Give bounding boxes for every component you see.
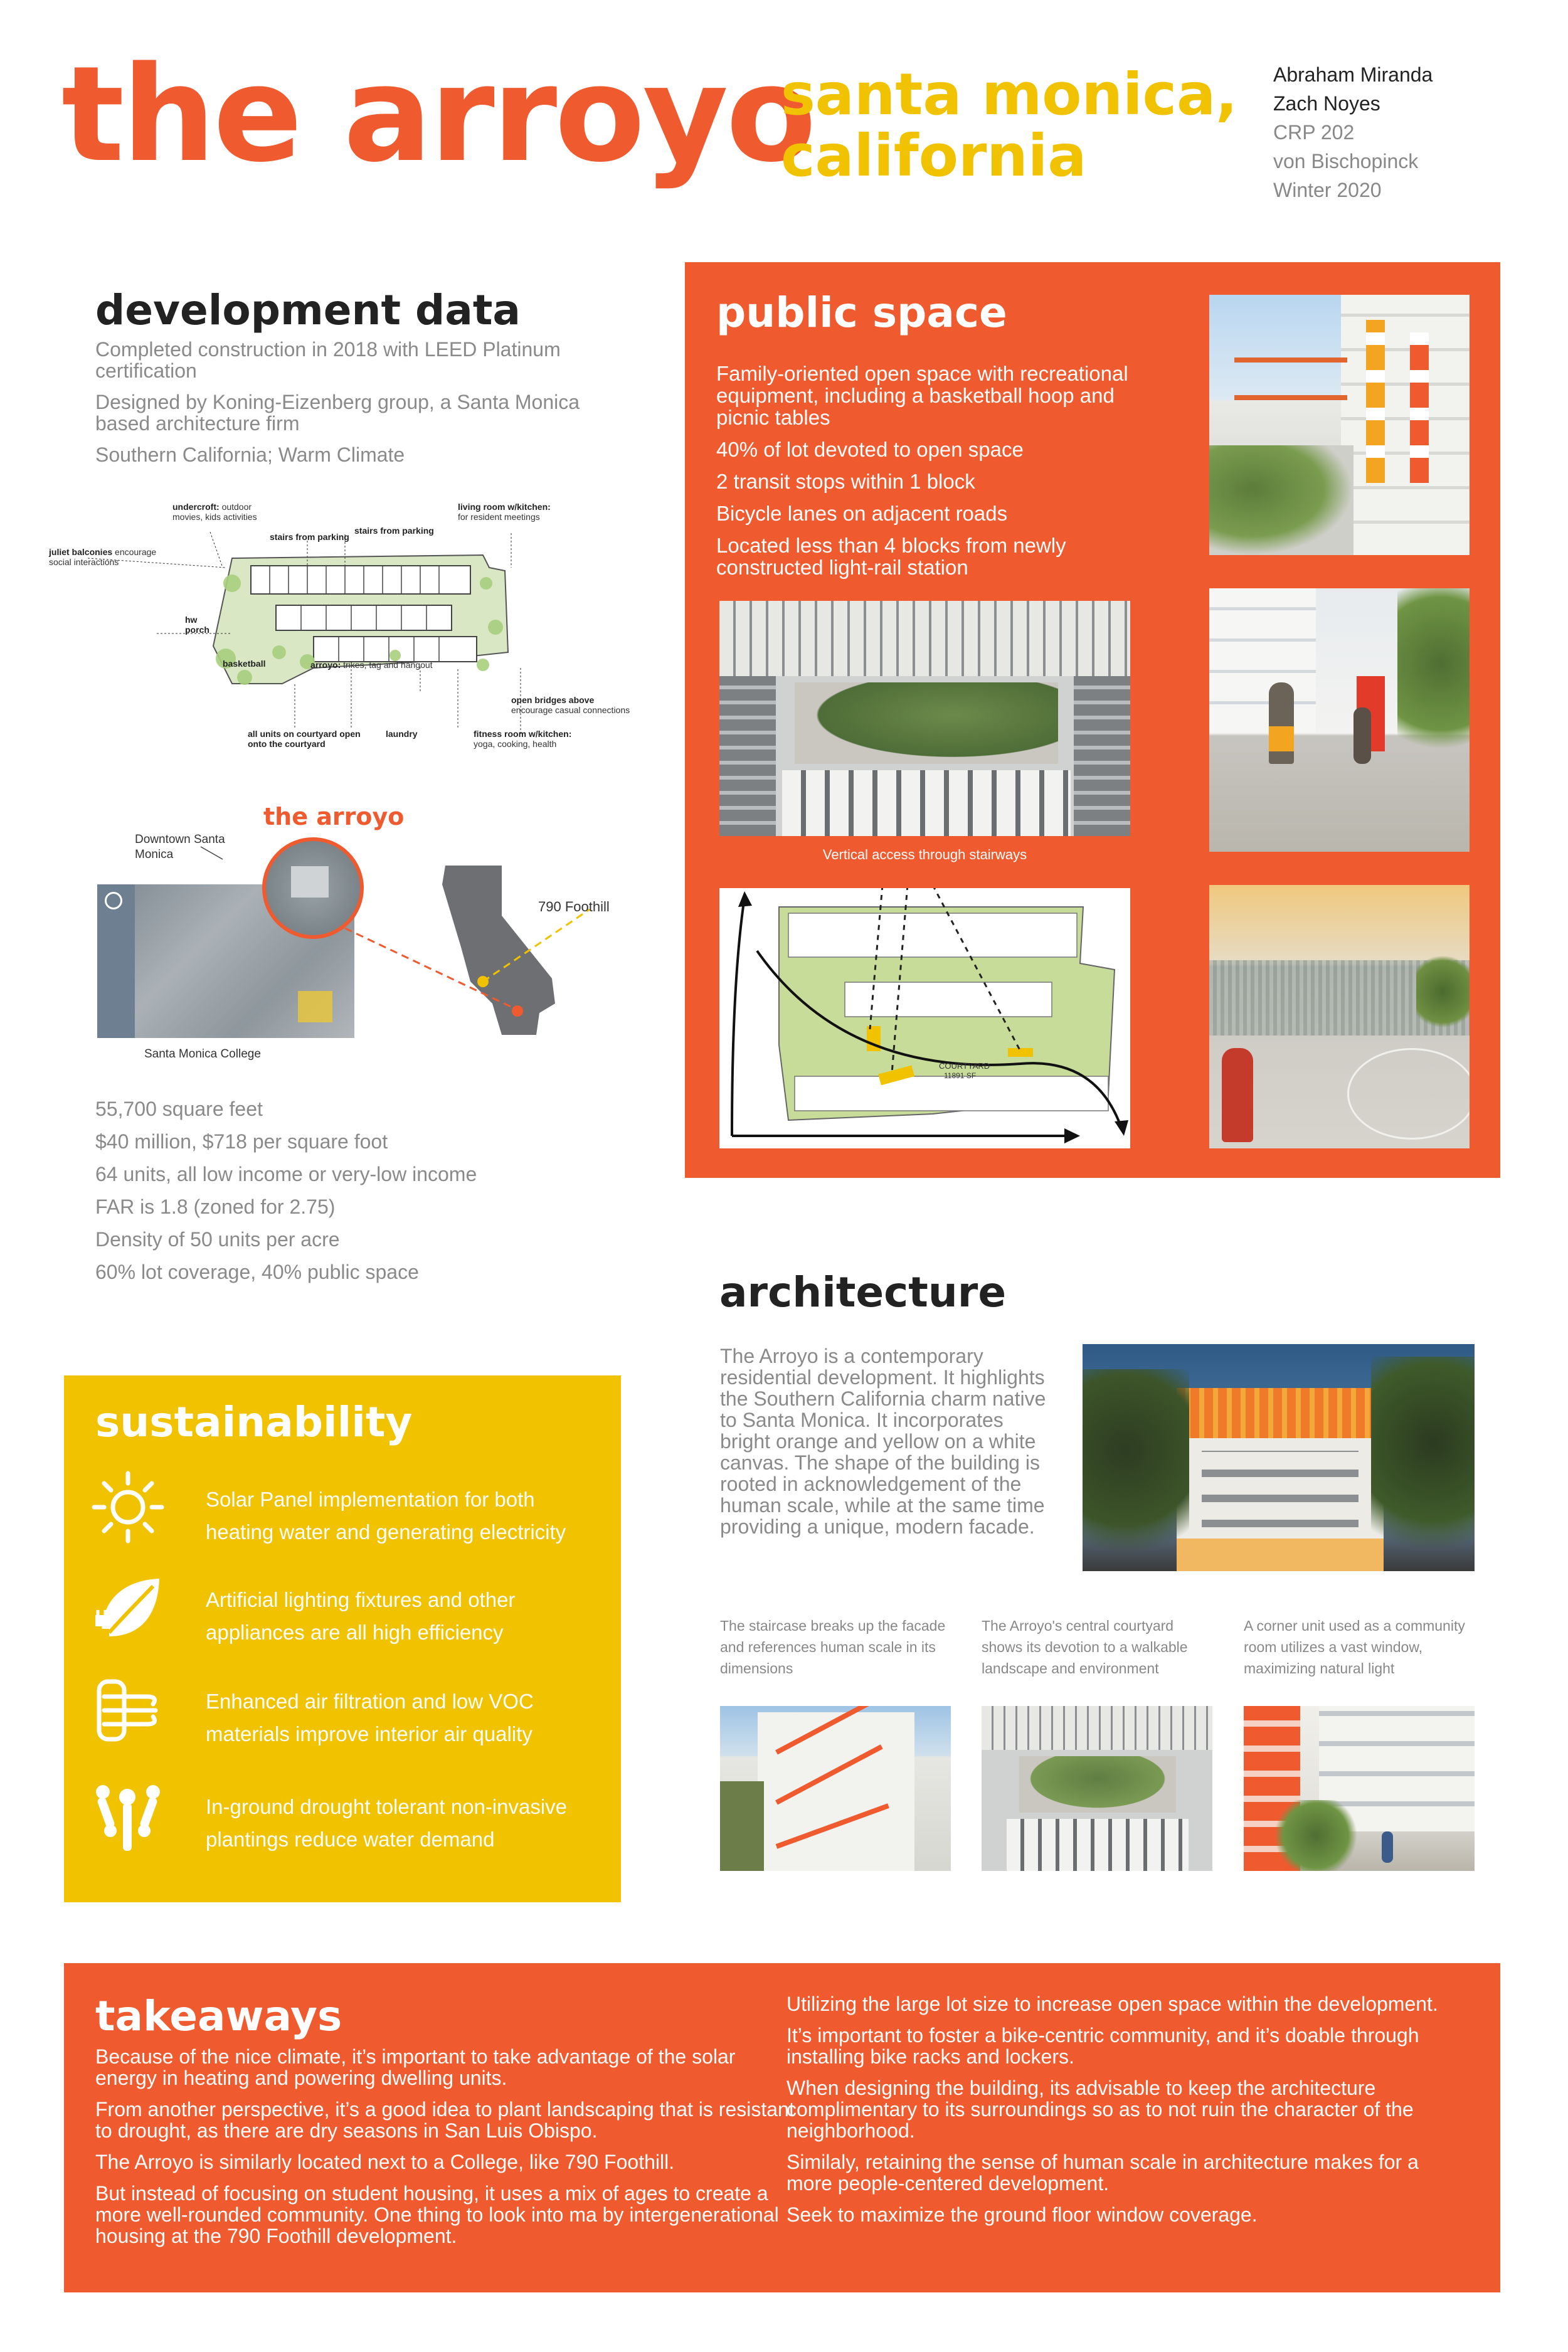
takeaway-left-2: From another perspective, it’s a good idea to plant landscaping that is resistant to drought, as there are dry seasons in San Luis Obispo.	[95, 2098, 795, 2142]
instructor: von Bischopinck	[1273, 150, 1419, 172]
leaf-plug-icon	[90, 1571, 166, 1646]
takeaway-left-3: The Arroyo is similarly located next to a College, like 790 Foothill.	[95, 2151, 675, 2173]
label-fitness: fitness room w/kitchen: yoga, cooking, health	[474, 729, 572, 749]
label-living-room: living room w/kitchen: for resident meetings	[458, 502, 551, 522]
takeaway-right-1: Utilizing the large lot size to increase open space within the development.	[787, 1993, 1438, 2015]
access-diagram	[719, 888, 1130, 1148]
access-diagram-drawing	[719, 888, 1130, 1148]
takeaway-right-3: When designing the building, its advisable to keep the architecture complimentary to its surroundings so as to not ruin the character of the neighborhood.	[787, 2077, 1414, 2142]
location-map	[94, 803, 633, 1079]
course-code: CRP 202	[1273, 121, 1355, 144]
stairs-courtyard-photo	[1209, 295, 1470, 555]
development-intro	[95, 339, 610, 465]
poster-subtitle	[781, 61, 1238, 189]
courtyard-photo-small	[982, 1706, 1212, 1871]
architecture-heading: architecture	[719, 1268, 1007, 1316]
arch-caption-1: The staircase breaks up the facade and references human scale in its dimensions	[720, 1618, 946, 1677]
intro-line-2: Designed by Koning-Eizenberg group, a Santa Monica based architecture firm	[95, 391, 580, 435]
label-laundry: laundry	[386, 729, 418, 739]
courtyard-label: COURTYARD	[939, 1061, 990, 1071]
label-stairs-2: stairs from parking	[354, 526, 434, 536]
arch-caption-3: A corner unit used as a community room utilizes a vast window, maximizing natural light	[1244, 1618, 1465, 1677]
subtitle-line-1: santa monica,	[781, 61, 1238, 128]
courtyard-area: 11891 SF	[944, 1071, 977, 1080]
map-label-foothill: 790 Foothill	[538, 899, 610, 914]
stat-cost: $40 million, $718 per square foot	[95, 1130, 388, 1153]
building-facade-photo	[1083, 1344, 1475, 1571]
courtyard-aerial-photo	[719, 601, 1130, 836]
authors-block	[1273, 60, 1433, 204]
sust-item-3: Enhanced air filtration and low VOC materials improve interior air quality	[206, 1690, 534, 1745]
takeaways-left	[95, 2046, 798, 2247]
families-walking-photo	[1209, 588, 1470, 852]
takeaway-right-2: It’s important to foster a bike-centric community, and it’s doable through installing bike racks and lockers.	[787, 2024, 1419, 2068]
author-2: Zach Noyes	[1273, 92, 1380, 115]
poster-title: the arroyo	[61, 38, 814, 191]
development-heading: development data	[95, 286, 521, 334]
stat-far: FAR is 1.8 (zoned for 2.75)	[95, 1195, 336, 1218]
sustainability-panel	[64, 1375, 621, 1902]
label-basketball: basketball	[223, 659, 266, 669]
takeaway-right-4: Similaly, retaining the sense of human scale in architecture makes for a more people-centered development.	[787, 2151, 1419, 2195]
public-item-4: Bicycle lanes on adjacent roads	[716, 502, 1008, 525]
development-stats	[95, 1093, 610, 1288]
public-space-list	[716, 363, 1155, 578]
stat-density: Density of 50 units per acre	[95, 1228, 340, 1251]
intro-line-3: Southern California; Warm Climate	[95, 443, 405, 466]
architecture-body: The Arroyo is a contemporary residential development. It highlights the Southern California charm native to Santa Monica. It incorporates bright orange and yellow on a white canvas. The shape of the building is rooted in acknowledgement of the human scale, while at the same time providing a unique, modern facade.	[720, 1345, 1046, 1538]
stairway-caption: Vertical access through stairways	[822, 847, 1027, 862]
takeaway-left-4: But instead of focusing on student housing, it uses a mix of ages to create a more well-rounded community. One thing to look into ma by intergenerational housing at the 790 Foothill development.	[95, 2182, 779, 2247]
intro-line-1: Completed construction in 2018 with LEED Platinum certification	[95, 338, 561, 382]
sust-item-1: Solar Panel implementation for both heating water and generating electricity	[206, 1488, 566, 1544]
label-juliet: juliet balconies encourage social interactions	[49, 547, 157, 567]
label-undercroft: undercroft: outdoor movies, kids activities	[172, 502, 257, 522]
label-porch: hw porch	[185, 615, 209, 635]
sun-icon	[90, 1470, 166, 1545]
subtitle-line-2: california	[781, 122, 1087, 189]
staircase-photo	[720, 1706, 951, 1871]
site-plan-diagram	[44, 495, 709, 790]
takeaway-left-1: Because of the nice climate, it’s important to take advantage of the solar energy in heating and powering dwelling units.	[95, 2045, 736, 2089]
stat-units: 64 units, all low income or very-low income	[95, 1163, 477, 1185]
map-label-college: Santa Monica College	[144, 1047, 261, 1061]
basketball-court-photo	[1209, 885, 1470, 1148]
label-bridges: open bridges above encourage casual connections	[511, 695, 630, 715]
term: Winter 2020	[1273, 179, 1382, 201]
sustainability-heading: sustainability	[95, 1398, 413, 1446]
takeaways-panel	[64, 1963, 1500, 2292]
public-item-5: Located less than 4 blocks from newly constructed light-rail station	[716, 534, 1066, 579]
public-item-2: 40% of lot devoted to open space	[716, 438, 1024, 461]
map-label-downtown: Downtown Santa Monica	[135, 833, 225, 861]
public-item-3: 2 transit stops within 1 block	[716, 470, 975, 493]
stat-area: 55,700 square feet	[95, 1098, 263, 1120]
author-1: Abraham Miranda	[1273, 63, 1433, 86]
site-plan-drawing	[44, 495, 709, 790]
sust-item-2: Artificial lighting fixtures and other appliances are all high efficiency	[206, 1588, 516, 1644]
takeaways-right	[787, 1993, 1458, 2225]
stat-coverage: 60% lot coverage, 40% public space	[95, 1261, 419, 1283]
public-space-panel	[685, 262, 1500, 1178]
label-stairs-1: stairs from parking	[270, 532, 349, 542]
air-filter-icon	[90, 1673, 166, 1748]
public-item-1: Family-oriented open space with recreational equipment, including a basketball hoop and picnic tables	[716, 362, 1128, 429]
label-units: all units on courtyard open onto the courtyard	[248, 729, 361, 749]
takeaway-right-5: Seek to maximize the ground floor window coverage.	[787, 2203, 1258, 2226]
plant-icon	[90, 1778, 166, 1853]
map-title: the arroyo	[263, 803, 405, 830]
corner-unit-photo	[1244, 1706, 1475, 1871]
label-arroyo: arroyo: trikes, tag and hangout	[310, 660, 433, 670]
sust-item-4: In-ground drought tolerant non-invasive plantings reduce water demand	[206, 1795, 568, 1851]
arch-caption-2: The Arroyo's central courtyard shows its devotion to a walkable landscape and environment	[982, 1618, 1188, 1677]
takeaways-heading: takeaways	[95, 1992, 342, 2040]
public-space-heading: public space	[716, 289, 1007, 337]
